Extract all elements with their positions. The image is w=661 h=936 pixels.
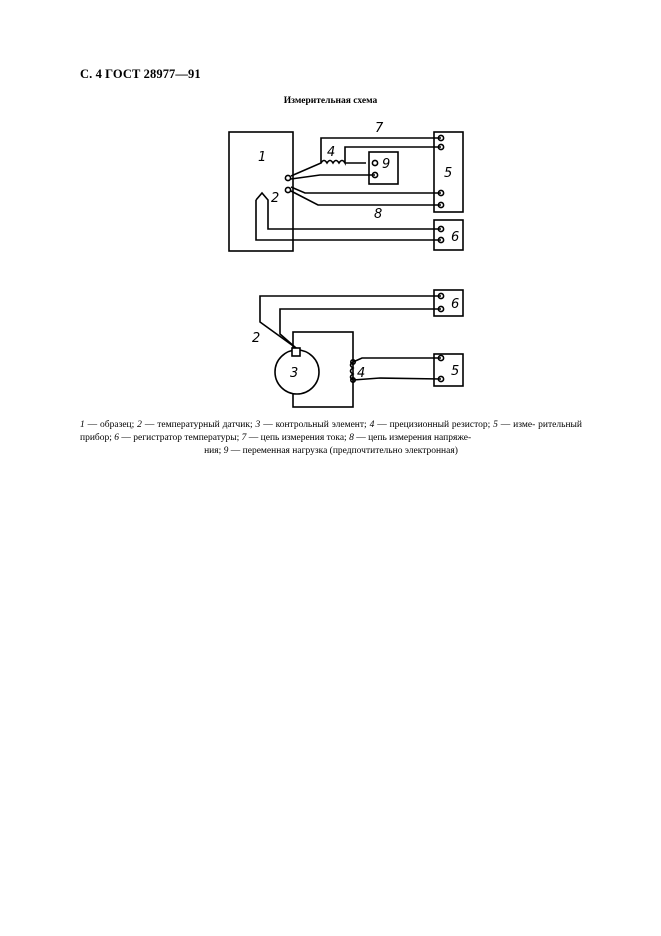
specimen-terminal: [285, 187, 290, 192]
label-instrument-top: 5: [444, 166, 453, 181]
label-specimen: 1: [258, 150, 267, 165]
legend-line-3: ния; 9 — переменная нагрузка (предпочтительно электронная): [204, 446, 458, 456]
page-header: С. 4 ГОСТ 28977—91: [80, 67, 201, 81]
voltage-circuit-8: [291, 187, 441, 193]
figure-title: Измерительная схема: [283, 96, 378, 106]
label-resistor-top: 4: [327, 145, 336, 160]
legend-line-1: 1 — образец; 2 — температурный датчик; 3 — контрольный элемент; 4 — прецизионный резистор; 5 — изме-: [80, 420, 536, 430]
label-sensor-top: 2: [271, 191, 280, 206]
figure-legend: [80, 419, 582, 458]
sensor-head: [292, 348, 300, 356]
label-voltage-circuit: 8: [374, 207, 383, 222]
label-resistor-bottom: 4: [357, 366, 366, 381]
label-load: 9: [382, 157, 391, 172]
specimen-terminal: [285, 175, 290, 180]
label-instrument-bottom: 5: [451, 364, 460, 379]
label-reference-element: 3: [290, 366, 299, 381]
label-recorder-bottom: 6: [451, 297, 460, 312]
legend-line-2: рительный прибор; 6 — регистратор температуры; 7 — цепь измерения тока; 8 — цепь измерения напряже-: [80, 420, 582, 443]
label-recorder-top: 6: [451, 230, 460, 245]
label-sensor-bottom: 2: [252, 331, 261, 346]
current-circuit-7: [291, 138, 441, 176]
label-current-circuit: 7: [375, 121, 384, 136]
temperature-sensor-2-top: [256, 193, 441, 229]
